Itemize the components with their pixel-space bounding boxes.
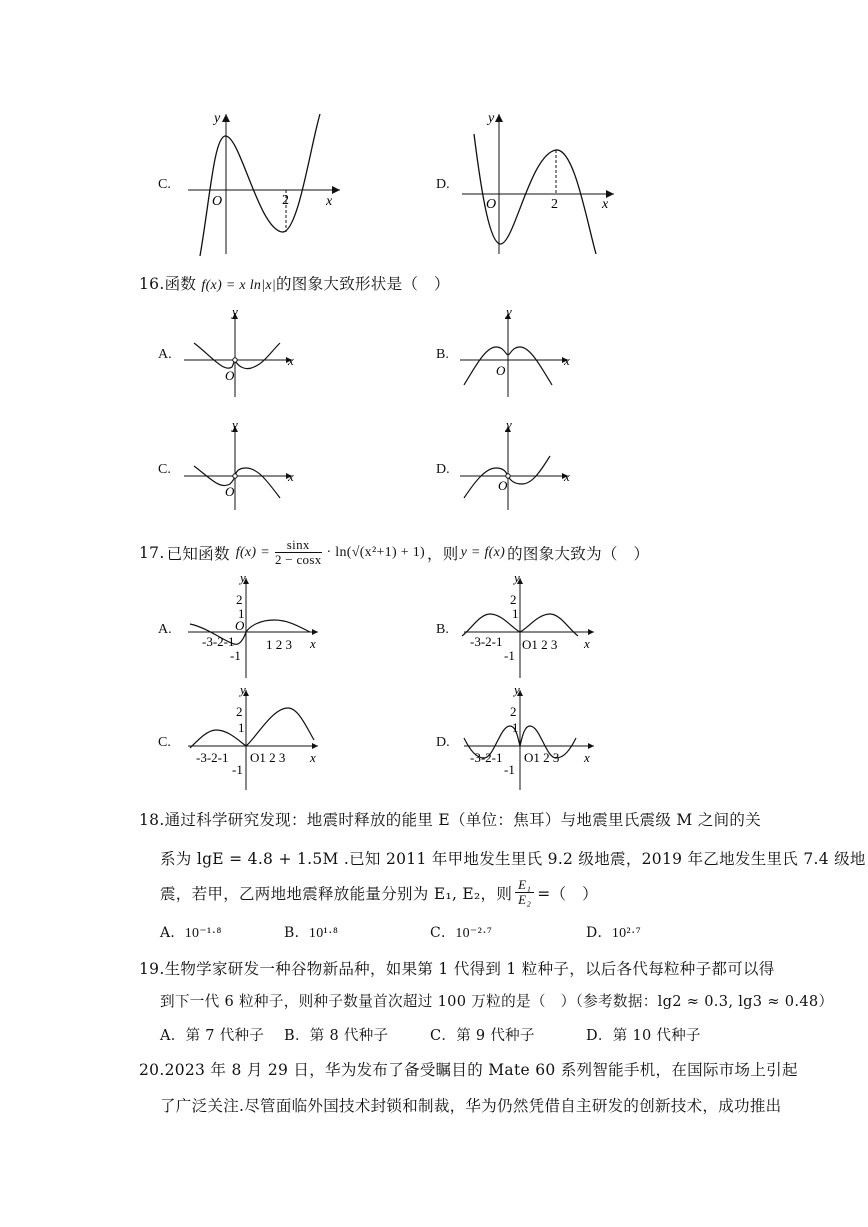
svg-text:-1: -1 — [230, 648, 241, 663]
svg-text:O: O — [235, 618, 245, 633]
svg-text:2: 2 — [510, 704, 517, 719]
choice-c[interactable]: C．第 9 代种子 — [430, 1028, 535, 1044]
graph-15d — [456, 108, 626, 258]
svg-text:O1 2 3: O1 2 3 — [250, 750, 286, 765]
x-axis-label: x — [326, 194, 333, 209]
svg-text:2: 2 — [236, 704, 243, 719]
svg-text:O: O — [486, 197, 497, 212]
svg-text:1: 1 — [512, 720, 519, 735]
graph-17b — [456, 570, 606, 680]
svg-text:-3-2-1: -3-2-1 — [202, 634, 235, 649]
svg-text:-1: -1 — [504, 648, 515, 663]
svg-text:x: x — [288, 469, 294, 484]
origin-label: O — [212, 194, 223, 209]
svg-text:x: x — [564, 469, 570, 484]
svg-text:y: y — [506, 418, 512, 432]
question-19-line-1: 19.生物学家研发一种谷物新品种，如果第 1 代得到 1 粒种子，以后各代每粒种子都可以得 — [139, 960, 775, 978]
svg-text:y: y — [514, 570, 520, 585]
question-16: 16.函数 f(x) = x ln|x|的图象大致形状是（ ） — [139, 275, 450, 293]
question-17: 17. 已知函数 f(x) = $\frac{\sin x}{2 - \cos x}$ · ln(√(x²+1) + 1) ，则 y = f(x) 的图象大致为（ ） — [139, 537, 650, 567]
svg-text:O: O — [225, 368, 235, 383]
svg-text:y: y — [514, 682, 520, 697]
svg-text:y: y — [488, 111, 495, 126]
svg-text:2: 2 — [510, 592, 517, 607]
svg-text:-1: -1 — [232, 762, 243, 777]
y-axis-label: y — [214, 111, 221, 126]
svg-text:1: 1 — [512, 606, 519, 621]
choice-d[interactable]: D．第 10 代种子 — [586, 1028, 701, 1044]
choice-b[interactable]: B．10¹·⁸ — [284, 925, 339, 941]
svg-text:2: 2 — [236, 592, 243, 607]
tick-2: 2 — [282, 193, 289, 208]
svg-text:x: x — [310, 636, 316, 651]
svg-text:x: x — [564, 353, 570, 368]
svg-text:-1: -1 — [504, 762, 515, 777]
question-18-line-3: 震，若甲，乙两地地震释放能量分别为 E₁, E₂，则 $\frac{\text{E₁}}{\text{E₂}}$ =（ ） — [160, 877, 598, 907]
graph-17d — [456, 682, 606, 792]
option-c-label: C. — [158, 177, 171, 192]
svg-text:-3-2-1: -3-2-1 — [470, 634, 503, 649]
choice-c[interactable]: C．10⁻²·⁷ — [430, 925, 493, 941]
svg-text:x: x — [602, 197, 609, 212]
graph-15c — [180, 108, 350, 258]
svg-text:O: O — [225, 484, 235, 499]
question-18-line-2: 系为 lgE = 4.8 + 1.5M .已知 2011 年甲地发生里氏 9.2 级地震，2019 年乙地发生里氏 7.4 级地 — [160, 850, 866, 868]
svg-text:-3-2-1: -3-2-1 — [470, 750, 503, 765]
svg-text:y: y — [506, 305, 512, 319]
svg-text:1: 1 — [238, 720, 245, 735]
question-20-line-2: 了广泛关注.尽管面临外国技术封锁和制裁，华为仍然凭借自主研发的创新技术，成功推出 — [160, 1097, 782, 1115]
choice-d[interactable]: D．10²·⁷ — [586, 925, 642, 941]
graph-16b — [456, 305, 576, 400]
graph-17c — [180, 682, 330, 792]
svg-text:y: y — [232, 418, 238, 432]
graph-16a — [180, 305, 300, 400]
question-18-line-1: 18.通过科学研究发现：地震时释放的能里 E（单位：焦耳）与地震里氏震级 M 之间的关 — [139, 811, 762, 829]
svg-text:1 2 3: 1 2 3 — [266, 637, 292, 652]
svg-text:2: 2 — [551, 197, 558, 212]
choice-b[interactable]: B．第 8 代种子 — [284, 1028, 389, 1044]
svg-text:O: O — [498, 478, 508, 493]
svg-text:x: x — [584, 750, 590, 765]
question-20-line-1: 20.2023 年 8 月 29 日，华为发布了备受瞩目的 Mate 60 系列智能手机，在国际市场上引起 — [139, 1061, 798, 1079]
svg-text:y: y — [240, 682, 246, 697]
graph-17a — [180, 570, 330, 680]
graph-16d — [456, 418, 576, 513]
svg-text:y: y — [240, 570, 246, 585]
question-19-line-2: 到下一代 6 粒种子，则种子数量首次超过 100 万粒的是（ ）（参考数据：lg2 ≈ 0.3, lg3 ≈ 0.48） — [160, 993, 834, 1010]
svg-text:1: 1 — [238, 606, 245, 621]
choice-a[interactable]: A．10⁻¹·⁸ — [160, 925, 222, 941]
svg-text:O1 2 3: O1 2 3 — [522, 637, 558, 652]
svg-text:x: x — [584, 636, 590, 651]
svg-text:O: O — [496, 363, 506, 378]
choice-a[interactable]: A．第 7 代种子 — [160, 1028, 265, 1044]
option-d-label: D. — [436, 177, 450, 192]
graph-16c — [180, 418, 300, 513]
svg-text:x: x — [288, 353, 294, 368]
svg-text:O1 2 3: O1 2 3 — [524, 750, 560, 765]
svg-text:-3-2-1: -3-2-1 — [196, 750, 229, 765]
svg-text:y: y — [232, 305, 238, 319]
svg-text:x: x — [310, 750, 316, 765]
